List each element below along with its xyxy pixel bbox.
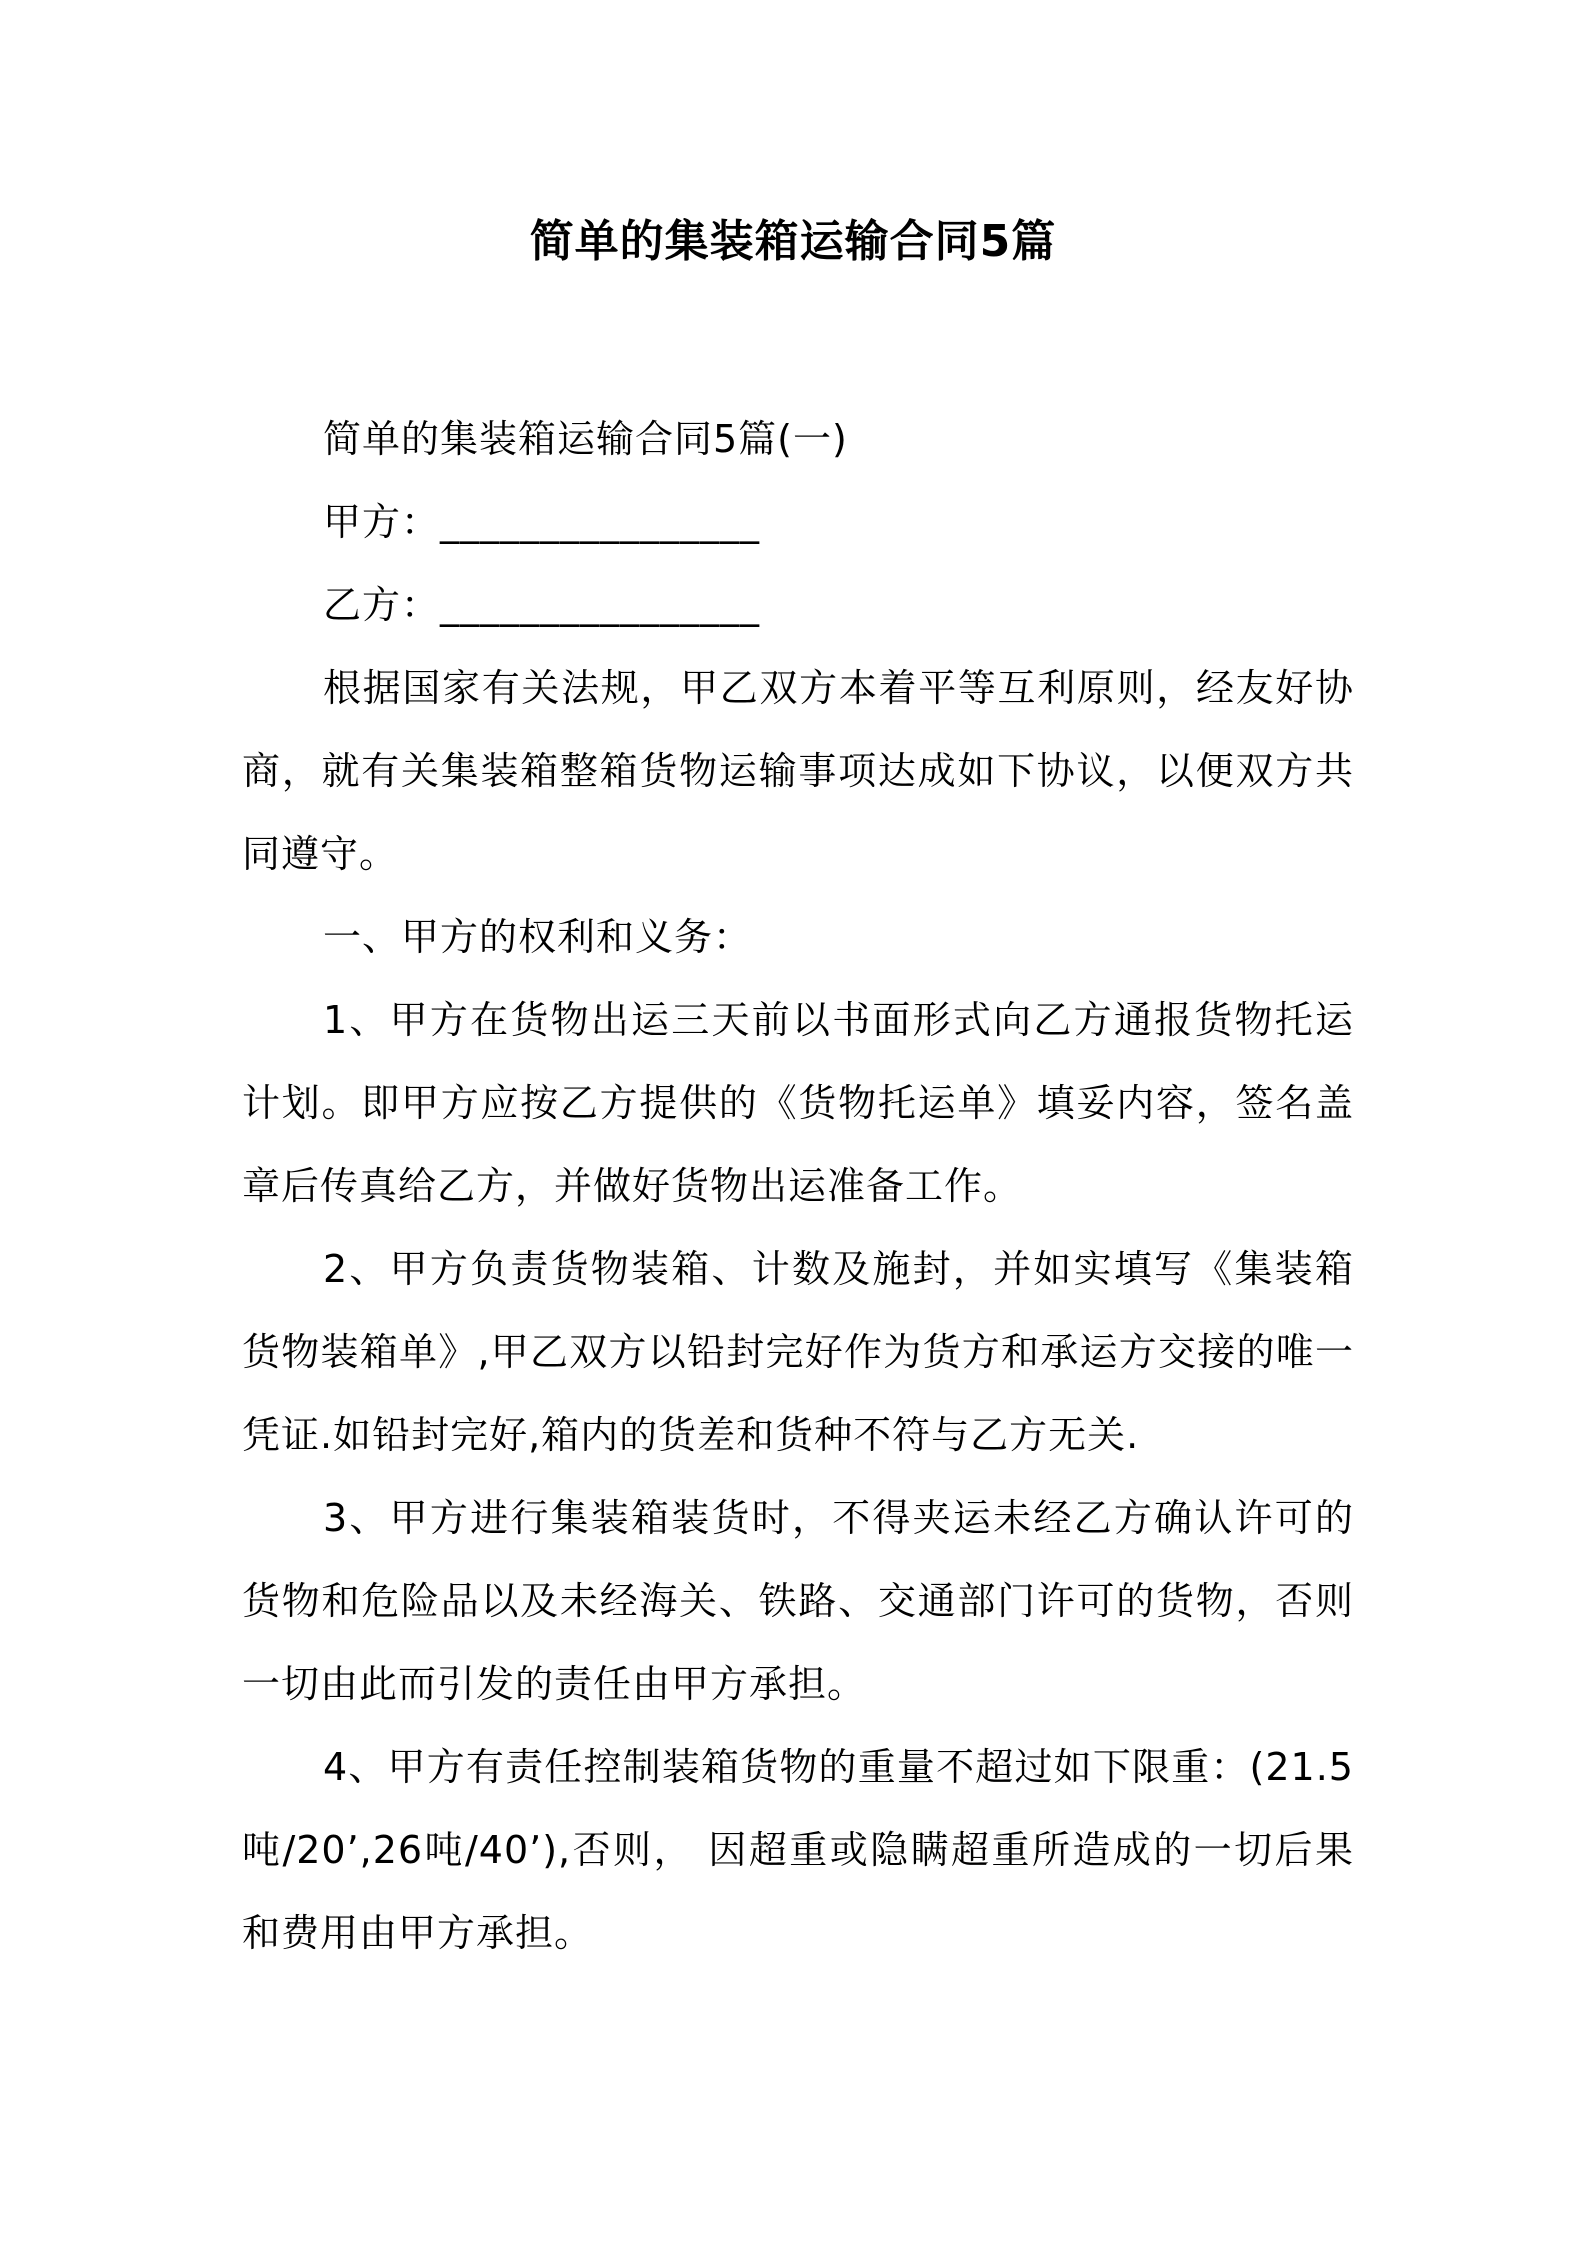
- document-body: [242, 398, 1354, 1975]
- party-a-line: 甲方：________________: [323, 500, 761, 544]
- preamble-paragraph: 根据国家有关法规，甲乙双方本着平等互利原则，经友好协商，就有关集装箱整箱货物运输事项达成如下协议，以便双方共同遵守。: [242, 666, 1354, 876]
- party-b-line: 乙方：________________: [323, 583, 761, 627]
- clause-2-paragraph: 2、甲方负责货物装箱、计数及施封，并如实填写《集装箱货物装箱单》,甲乙双方以铅封完好作为货方和承运方交接的唯一凭证.如铅封完好,箱内的货差和货种不符与乙方无关.: [242, 1247, 1354, 1457]
- clause-1-paragraph: 1、甲方在货物出运三天前以书面形式向乙方通报货物托运计划。即甲方应按乙方提供的《货物托运单》填妥内容，签名盖章后传真给乙方，并做好货物出运准备工作。: [242, 998, 1354, 1208]
- clause-3-paragraph: 3、甲方进行集装箱装货时，不得夹运未经乙方确认许可的货物和危险品以及未经海关、铁路、交通部门许可的货物，否则一切由此而引发的责任由甲方承担。: [242, 1496, 1354, 1706]
- section-1-heading: 一、甲方的权利和义务：: [323, 915, 753, 959]
- subtitle: 简单的集装箱运输合同5篇(一): [323, 417, 848, 461]
- document-title: 简单的集装箱运输合同5篇: [529, 216, 1057, 267]
- clause-4-paragraph: 4、甲方有责任控制装箱货物的重量不超过如下限重：(21.5吨/20’,26吨/40’),否则， 因超重或隐瞒超重所造成的一切后果和费用由甲方承担。: [242, 1745, 1354, 1955]
